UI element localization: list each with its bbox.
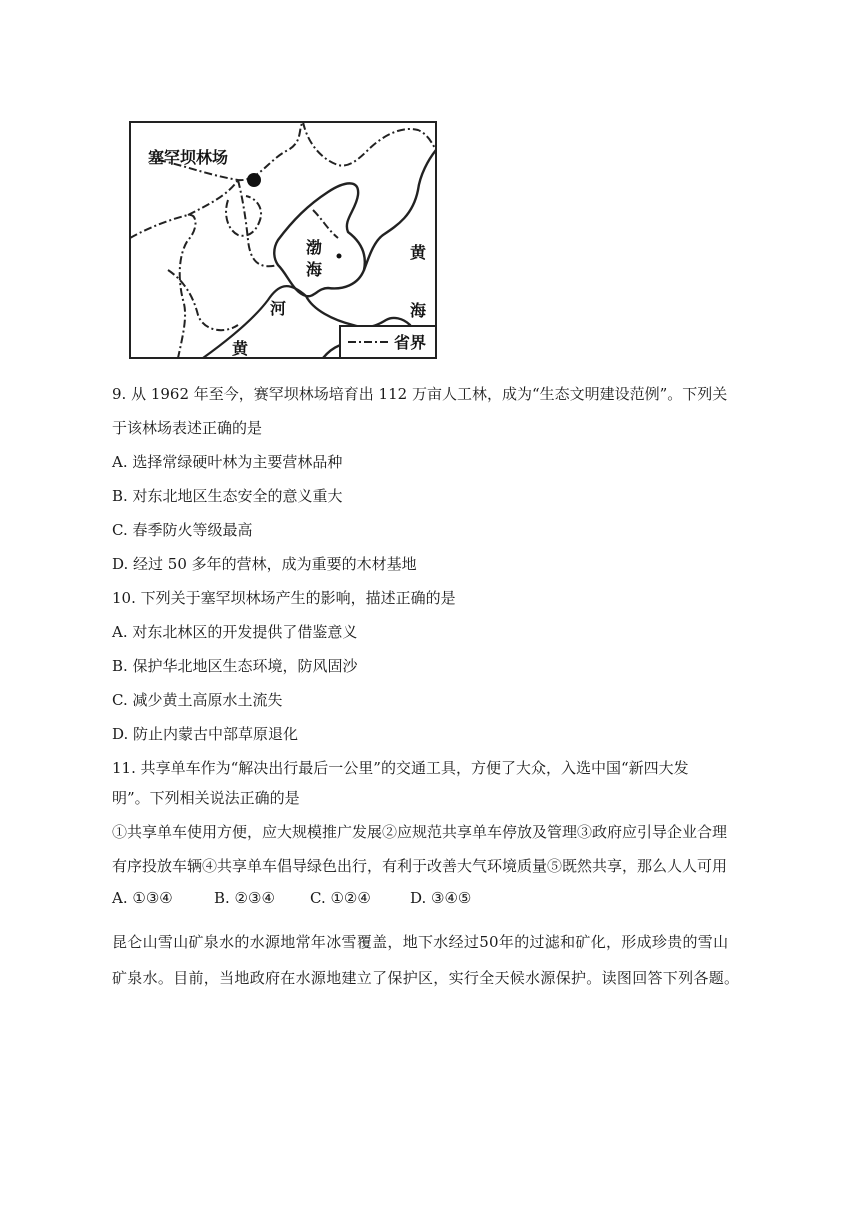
q11-stem-line2: 明”。下列相关说法正确的是: [112, 789, 300, 807]
q9-option-b: B. 对东北地区生态安全的意义重大: [112, 487, 343, 505]
q10-option-a: A. 对东北林区的开发提供了借鉴意义: [112, 623, 358, 641]
label-bohai-1: 渤: [306, 238, 323, 257]
passage-line2: 矿泉水。目前，当地政府在水源地建立了保护区，实行全天候水源保护。读图回答下列各题。: [112, 969, 740, 987]
label-river-1: 河: [270, 299, 287, 318]
label-huanghai-1: 黄: [410, 243, 427, 262]
label-huanghai-2: 海: [410, 301, 427, 320]
label-river-2: 黄: [232, 339, 249, 358]
q10-option-d: D. 防止内蒙古中部草原退化: [112, 725, 299, 743]
q9-option-c: C. 春季防火等级最高: [112, 521, 253, 539]
label-bohai-2: 海: [306, 260, 323, 279]
q10-option-b: B. 保护华北地区生态环境，防风固沙: [112, 657, 358, 675]
passage-line1: 昆仑山雪山矿泉水的水源地常年冰雪覆盖，地下水经过50年的过滤和矿化，形成珍贵的雪山: [112, 933, 729, 951]
forest-marker: [247, 173, 261, 187]
q9-stem-line1: 9. 从 1962 年至今，赛罕坝林场培育出 112 万亩人工林，成为“生态文明建设范例”。下列关: [112, 385, 728, 403]
q9-option-d: D. 经过 50 多年的营林，成为重要的木材基地: [112, 555, 417, 573]
q11-option-d: D. ③④⑤: [410, 889, 472, 907]
q11-stem-line1: 11. 共享单车作为“解决出行最后一公里”的交通工具，方便了大众，入选中国“新四大发: [112, 759, 689, 777]
q11-option-b: B. ②③④: [214, 889, 275, 907]
q11-statements-line2: 有序投放车辆④共享单车倡导绿色出行，有利于改善大气环境质量⑤既然共享，那么人人可用: [112, 857, 728, 875]
map-legend: [340, 326, 436, 358]
q9-option-a: A. 选择常绿硬叶林为主要营林品种: [112, 453, 343, 471]
island-mark: [337, 254, 342, 259]
map-figure: [128, 120, 438, 360]
q10-option-c: C. 减少黄土高原水土流失: [112, 691, 283, 709]
q11-statements-line1: ①共享单车使用方便，应大规模推广发展②应规范共享单车停放及管理③政府应引导企业合理: [112, 823, 728, 841]
q9-stem-line2: 于该林场表述正确的是: [112, 419, 263, 437]
q11-option-c: C. ①②④: [310, 889, 371, 907]
q10-stem: 10. 下列关于塞罕坝林场产生的影响，描述正确的是: [112, 589, 456, 607]
q11-option-a: A. ①③④: [112, 889, 173, 907]
label-forest: 塞罕坝林场: [148, 148, 229, 167]
legend-label: 省界: [394, 333, 427, 352]
